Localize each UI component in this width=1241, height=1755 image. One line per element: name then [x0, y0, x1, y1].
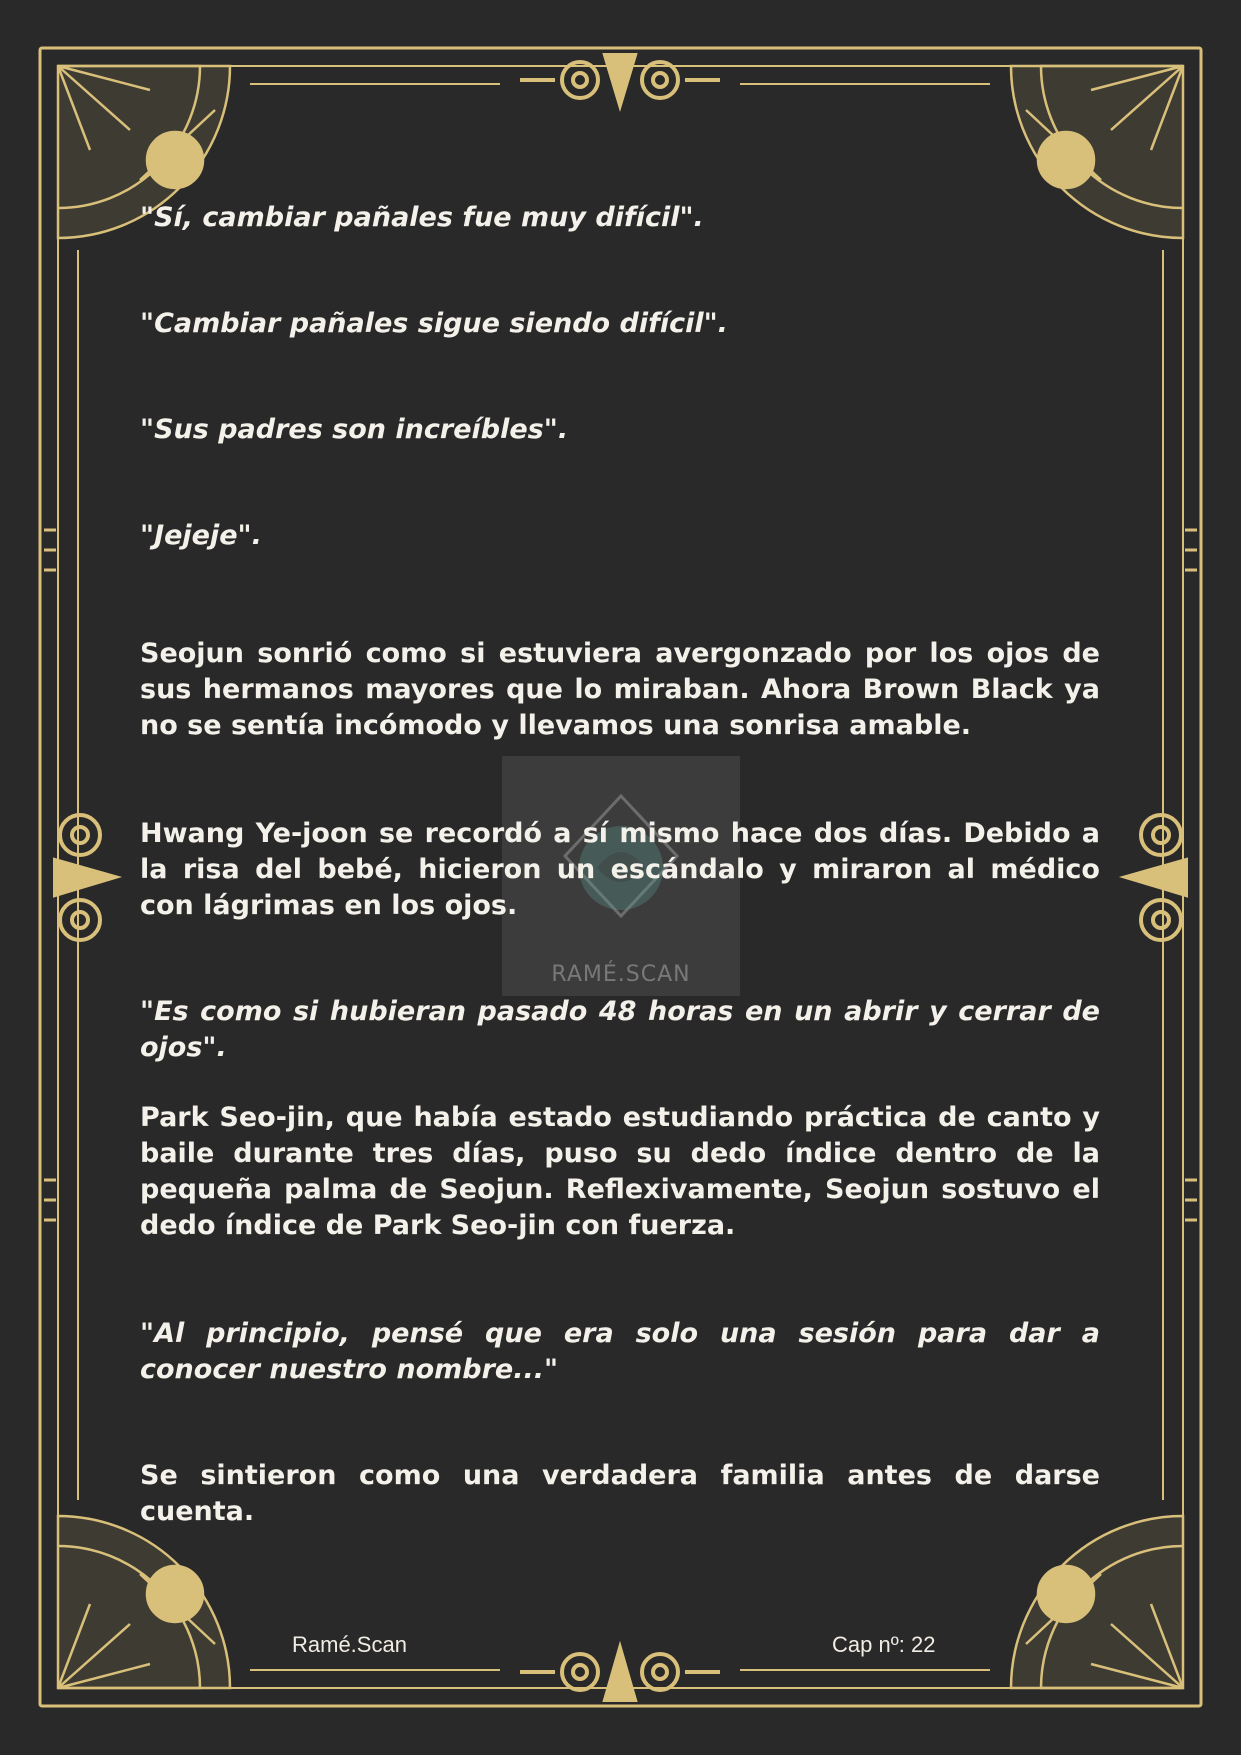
- paragraph: Hwang Ye-joon se recordó a sí mismo hace dos días. Debido a la risa del bebé, hicieron un escándalo y miraron al médico con lágrimas en los ojos.: [140, 818, 1100, 921]
- corner-ornament-bottom-right: [1011, 1516, 1183, 1688]
- paragraph: Park Seo-jin, que había estado estudiando práctica de canto y baile durante tres días, puso su dedo índice dentro de la pequeña palma de Seojun. Reflexivamente, Seojun sostuvo el dedo índice de Park Seo-jin con fuerza.: [140, 1102, 1100, 1241]
- paragraph: "Cambiar pañales sigue siendo difícil".: [140, 308, 728, 339]
- top-center-ornament: [520, 55, 720, 105]
- paragraph: "Al principio, pensé que era solo una sesión para dar a conocer nuestro nombre...": [140, 1318, 1100, 1385]
- paragraph: "Es como si hubieran pasado 48 horas en un abrir y cerrar de ojos".: [140, 996, 1100, 1063]
- footer-site-name: Ramé.Scan: [292, 1632, 407, 1657]
- paragraph: "Jejeje".: [140, 520, 262, 551]
- paragraph: Seojun sonrió como si estuviera avergonzado por los ojos de sus hermanos mayores que lo miraban. Ahora Brown Black ya no se sentía incómodo y llevamos una sonrisa amable.: [140, 638, 1100, 741]
- paragraph: Se sintieron como una verdadera familia antes de darse cuenta.: [140, 1460, 1100, 1527]
- watermark-text: RAMÉ.SCAN: [551, 962, 691, 987]
- corner-ornament-bottom-left: [58, 1516, 230, 1688]
- footer-chapter-number: Cap nº: 22: [832, 1632, 936, 1657]
- paragraph: "Sus padres son increíbles".: [140, 414, 569, 445]
- left-center-ornament: [55, 815, 115, 940]
- bottom-center-ornament: [520, 1648, 720, 1700]
- right-center-ornament: [1126, 815, 1186, 940]
- paragraph: "Sí, cambiar pañales fue muy difícil".: [140, 202, 704, 233]
